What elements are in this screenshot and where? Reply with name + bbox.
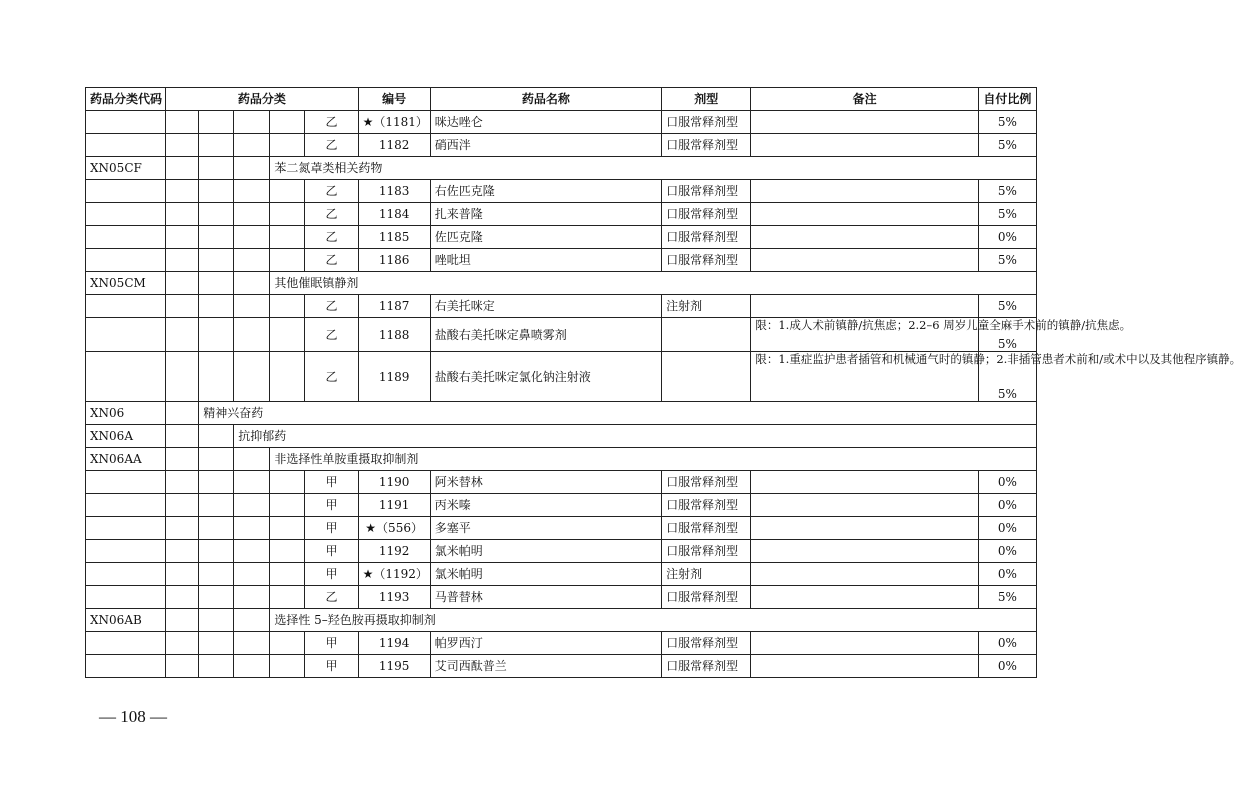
category-indent-cell [166, 448, 199, 471]
header-name: 药品名称 [430, 88, 661, 111]
category-indent-cell [166, 111, 199, 134]
category-indent-cell [270, 586, 305, 609]
category-indent-cell [166, 586, 199, 609]
category-indent-cell [234, 517, 270, 540]
remarks-cell [751, 586, 978, 609]
grade-cell: 甲 [305, 517, 358, 540]
category-label: 选择性 5–羟色胺再摄取抑制剂 [270, 609, 1037, 632]
category-indent-cell [199, 448, 234, 471]
category-indent-cell [234, 295, 270, 318]
drug-name: 右美托咪定 [430, 295, 661, 318]
drug-name: 盐酸右美托咪定鼻喷雾剂 [430, 318, 661, 352]
code-cell [86, 655, 166, 678]
code-cell [86, 111, 166, 134]
category-indent-cell [199, 203, 234, 226]
drug-name: 氯米帕明 [430, 563, 661, 586]
category-indent-cell [166, 180, 199, 203]
category-indent-cell [234, 249, 270, 272]
category-indent-cell [199, 540, 234, 563]
category-indent-cell [234, 609, 270, 632]
remarks-cell [751, 655, 978, 678]
code-cell [86, 471, 166, 494]
category-indent-cell [199, 180, 234, 203]
category-code: XN06AA [86, 448, 166, 471]
copay-cell: 0% [978, 655, 1036, 678]
category-indent-cell [199, 226, 234, 249]
drug-number: 1185 [358, 226, 430, 249]
dosage-form: 口服常释剂型 [662, 134, 751, 157]
category-indent-cell [199, 111, 234, 134]
header-code: 药品分类代码 [86, 88, 166, 111]
category-indent-cell [234, 586, 270, 609]
dosage-form: 注射剂 [662, 563, 751, 586]
code-cell [86, 563, 166, 586]
dosage-form: 口服常释剂型 [662, 471, 751, 494]
category-indent-cell [199, 655, 234, 678]
category-indent-cell [166, 226, 199, 249]
category-indent-cell [199, 272, 234, 295]
drug-name: 佐匹克隆 [430, 226, 661, 249]
category-indent-cell [270, 180, 305, 203]
grade-cell: 甲 [305, 494, 358, 517]
grade-cell: 乙 [305, 111, 358, 134]
category-indent-cell [270, 632, 305, 655]
drug-name: 多塞平 [430, 517, 661, 540]
copay-cell: 5% [978, 134, 1036, 157]
drug-number: 1195 [358, 655, 430, 678]
category-indent-cell [199, 586, 234, 609]
drug-number: 1190 [358, 471, 430, 494]
dosage-form: 口服常释剂型 [662, 586, 751, 609]
header-copay: 自付比例 [978, 88, 1036, 111]
drug-number: 1194 [358, 632, 430, 655]
copay-cell: 5% [978, 111, 1036, 134]
category-indent-cell [270, 471, 305, 494]
drug-number: ★（1192） [358, 563, 430, 586]
category-indent-cell [234, 180, 270, 203]
dosage-form [662, 318, 751, 352]
grade-cell: 甲 [305, 540, 358, 563]
drug-name: 艾司西酞普兰 [430, 655, 661, 678]
drug-row [86, 226, 1037, 249]
drug-number: 1183 [358, 180, 430, 203]
category-row [86, 425, 1037, 448]
grade-cell: 乙 [305, 134, 358, 157]
table-header-row [86, 88, 1037, 111]
category-indent-cell [166, 157, 199, 180]
code-cell [86, 318, 166, 352]
drug-name: 右佐匹克隆 [430, 180, 661, 203]
code-cell [86, 295, 166, 318]
remarks-cell [751, 632, 978, 655]
category-row [86, 157, 1037, 180]
code-cell [86, 134, 166, 157]
dosage-form: 口服常释剂型 [662, 180, 751, 203]
category-label: 精神兴奋药 [199, 402, 1037, 425]
category-indent-cell [166, 352, 199, 402]
drug-row [86, 295, 1037, 318]
copay-cell: 5% [978, 203, 1036, 226]
category-indent-cell [270, 494, 305, 517]
drug-row [86, 352, 1037, 402]
category-indent-cell [270, 249, 305, 272]
category-indent-cell [199, 249, 234, 272]
copay-cell: 0% [978, 226, 1036, 249]
code-cell [86, 203, 166, 226]
category-indent-cell [270, 295, 305, 318]
category-indent-cell [234, 111, 270, 134]
category-indent-cell [234, 134, 270, 157]
category-indent-cell [234, 272, 270, 295]
drug-name: 唑吡坦 [430, 249, 661, 272]
drug-catalog-table [85, 87, 1241, 678]
remarks-cell [751, 249, 978, 272]
remarks-cell [751, 295, 978, 318]
copay-cell: 5% [978, 586, 1036, 609]
grade-cell: 乙 [305, 226, 358, 249]
code-cell [86, 494, 166, 517]
dosage-form: 注射剂 [662, 295, 751, 318]
copay-cell: 0% [978, 494, 1036, 517]
category-indent-cell [234, 226, 270, 249]
drug-number: 1184 [358, 203, 430, 226]
copay-cell: 5% [978, 180, 1036, 203]
header-remarks: 备注 [751, 88, 978, 111]
remarks-cell [751, 134, 978, 157]
category-indent-cell [166, 563, 199, 586]
header-number: 编号 [358, 88, 430, 111]
category-indent-cell [199, 134, 234, 157]
code-cell [86, 632, 166, 655]
drug-row [86, 203, 1037, 226]
drug-name: 帕罗西汀 [430, 632, 661, 655]
drug-number: 1191 [358, 494, 430, 517]
drug-number: 1189 [358, 352, 430, 402]
category-indent-cell [199, 471, 234, 494]
category-code: XN05CF [86, 157, 166, 180]
code-cell [86, 540, 166, 563]
drug-number: ★（556） [358, 517, 430, 540]
grade-cell: 甲 [305, 655, 358, 678]
dosage-form: 口服常释剂型 [662, 632, 751, 655]
drug-name: 扎来普隆 [430, 203, 661, 226]
dosage-form [662, 352, 751, 402]
copay-cell: 0% [978, 517, 1036, 540]
drug-name: 马普替林 [430, 586, 661, 609]
category-indent-cell [199, 352, 234, 402]
category-indent-cell [234, 655, 270, 678]
category-indent-cell [166, 655, 199, 678]
category-indent-cell [166, 425, 199, 448]
category-indent-cell [166, 471, 199, 494]
drug-name: 盐酸右美托咪定氯化钠注射液 [430, 352, 661, 402]
remarks-cell: 限：1.成人术前镇静/抗焦虑；2.2–6 周岁儿童全麻手术前的镇静/抗焦虑。 [751, 318, 978, 352]
category-indent-cell [166, 134, 199, 157]
category-indent-cell [234, 494, 270, 517]
drug-number: 1192 [358, 540, 430, 563]
category-indent-cell [166, 318, 199, 352]
copay-cell: 5% [978, 249, 1036, 272]
category-indent-cell [166, 249, 199, 272]
drug-row [86, 494, 1037, 517]
copay-cell: 0% [978, 563, 1036, 586]
category-indent-cell [270, 563, 305, 586]
code-cell [86, 249, 166, 272]
category-row [86, 448, 1037, 471]
category-indent-cell [270, 111, 305, 134]
header-category: 药品分类 [166, 88, 358, 111]
category-indent-cell [166, 609, 199, 632]
drug-row [86, 318, 1037, 352]
grade-cell: 乙 [305, 249, 358, 272]
drug-number: ★（1181） [358, 111, 430, 134]
code-cell [86, 586, 166, 609]
category-label: 抗抑郁药 [234, 425, 1037, 448]
drug-row [86, 471, 1037, 494]
category-indent-cell [166, 203, 199, 226]
drug-row [86, 180, 1037, 203]
category-label: 非选择性单胺重摄取抑制剂 [270, 448, 1037, 471]
category-indent-cell [234, 471, 270, 494]
drug-number: 1193 [358, 586, 430, 609]
code-cell [86, 517, 166, 540]
category-code: XN06A [86, 425, 166, 448]
dosage-form: 口服常释剂型 [662, 203, 751, 226]
drug-number: 1187 [358, 295, 430, 318]
copay-cell: 5% [978, 352, 1036, 402]
table-body [86, 111, 1241, 678]
category-indent-cell [199, 609, 234, 632]
category-indent-cell [199, 318, 234, 352]
category-indent-cell [270, 318, 305, 352]
category-code: XN06 [86, 402, 166, 425]
category-indent-cell [199, 425, 234, 448]
remarks-cell [751, 563, 978, 586]
grade-cell: 甲 [305, 471, 358, 494]
drug-row [86, 655, 1037, 678]
category-indent-cell [270, 226, 305, 249]
remarks-cell: 限：1.重症监护患者插管和机械通气时的镇静；2.非插管患者术前和/或术中以及其他程序镇静。 [751, 352, 978, 402]
copay-cell: 0% [978, 540, 1036, 563]
category-indent-cell [199, 632, 234, 655]
drug-row [86, 517, 1037, 540]
remarks-cell [751, 226, 978, 249]
dosage-form: 口服常释剂型 [662, 494, 751, 517]
category-label: 其他催眠镇静剂 [270, 272, 1037, 295]
remarks-cell [751, 180, 978, 203]
grade-cell: 乙 [305, 352, 358, 402]
category-indent-cell [166, 540, 199, 563]
drug-name: 硝西泮 [430, 134, 661, 157]
drug-row [86, 563, 1037, 586]
category-indent-cell [199, 157, 234, 180]
category-indent-cell [166, 272, 199, 295]
grade-cell: 乙 [305, 295, 358, 318]
drug-row [86, 134, 1037, 157]
drug-row [86, 249, 1037, 272]
category-indent-cell [166, 517, 199, 540]
dosage-form: 口服常释剂型 [662, 111, 751, 134]
copay-cell: 5% [978, 318, 1036, 352]
category-indent-cell [270, 203, 305, 226]
remarks-cell [751, 203, 978, 226]
remarks-cell [751, 111, 978, 134]
category-indent-cell [234, 632, 270, 655]
drug-row [86, 632, 1037, 655]
category-indent-cell [166, 632, 199, 655]
grade-cell: 甲 [305, 563, 358, 586]
category-row [86, 272, 1037, 295]
remarks-cell [751, 471, 978, 494]
drug-row [86, 540, 1037, 563]
category-indent-cell [199, 563, 234, 586]
copay-cell: 5% [978, 295, 1036, 318]
drug-name: 丙米嗪 [430, 494, 661, 517]
dosage-form: 口服常释剂型 [662, 249, 751, 272]
category-indent-cell [234, 352, 270, 402]
drug-name: 咪达唑仑 [430, 111, 661, 134]
grade-cell: 甲 [305, 632, 358, 655]
dosage-form: 口服常释剂型 [662, 655, 751, 678]
category-row [86, 402, 1037, 425]
grade-cell: 乙 [305, 318, 358, 352]
drug-row [86, 586, 1037, 609]
category-indent-cell [234, 448, 270, 471]
remarks-cell [751, 540, 978, 563]
category-indent-cell [234, 540, 270, 563]
drug-name: 阿米替林 [430, 471, 661, 494]
drug-name: 氯米帕明 [430, 540, 661, 563]
grade-cell: 乙 [305, 586, 358, 609]
dosage-form: 口服常释剂型 [662, 540, 751, 563]
category-code: XN05CM [86, 272, 166, 295]
remarks-cell [751, 517, 978, 540]
dosage-form: 口服常释剂型 [662, 226, 751, 249]
category-indent-cell [166, 494, 199, 517]
drug-number: 1186 [358, 249, 430, 272]
category-indent-cell [270, 352, 305, 402]
code-cell [86, 180, 166, 203]
remarks-cell [751, 494, 978, 517]
category-indent-cell [270, 655, 305, 678]
page-number: — 108 — [99, 707, 167, 726]
category-indent-cell [234, 563, 270, 586]
drug-row [86, 111, 1037, 134]
drug-number: 1188 [358, 318, 430, 352]
category-indent-cell [166, 295, 199, 318]
category-code: XN06AB [86, 609, 166, 632]
category-indent-cell [199, 517, 234, 540]
grade-cell: 乙 [305, 180, 358, 203]
category-indent-cell [270, 540, 305, 563]
code-cell [86, 352, 166, 402]
category-row [86, 609, 1037, 632]
category-indent-cell [270, 134, 305, 157]
code-cell [86, 226, 166, 249]
grade-cell: 乙 [305, 203, 358, 226]
copay-cell: 0% [978, 632, 1036, 655]
dosage-form: 口服常释剂型 [662, 517, 751, 540]
copay-cell: 0% [978, 471, 1036, 494]
category-indent-cell [166, 402, 199, 425]
category-indent-cell [199, 295, 234, 318]
drug-number: 1182 [358, 134, 430, 157]
category-indent-cell [234, 203, 270, 226]
category-indent-cell [199, 494, 234, 517]
header-dosage-form: 剂型 [662, 88, 751, 111]
category-indent-cell [234, 318, 270, 352]
category-label: 苯二氮䓬类相关药物 [270, 157, 1037, 180]
category-indent-cell [270, 517, 305, 540]
category-indent-cell [234, 157, 270, 180]
